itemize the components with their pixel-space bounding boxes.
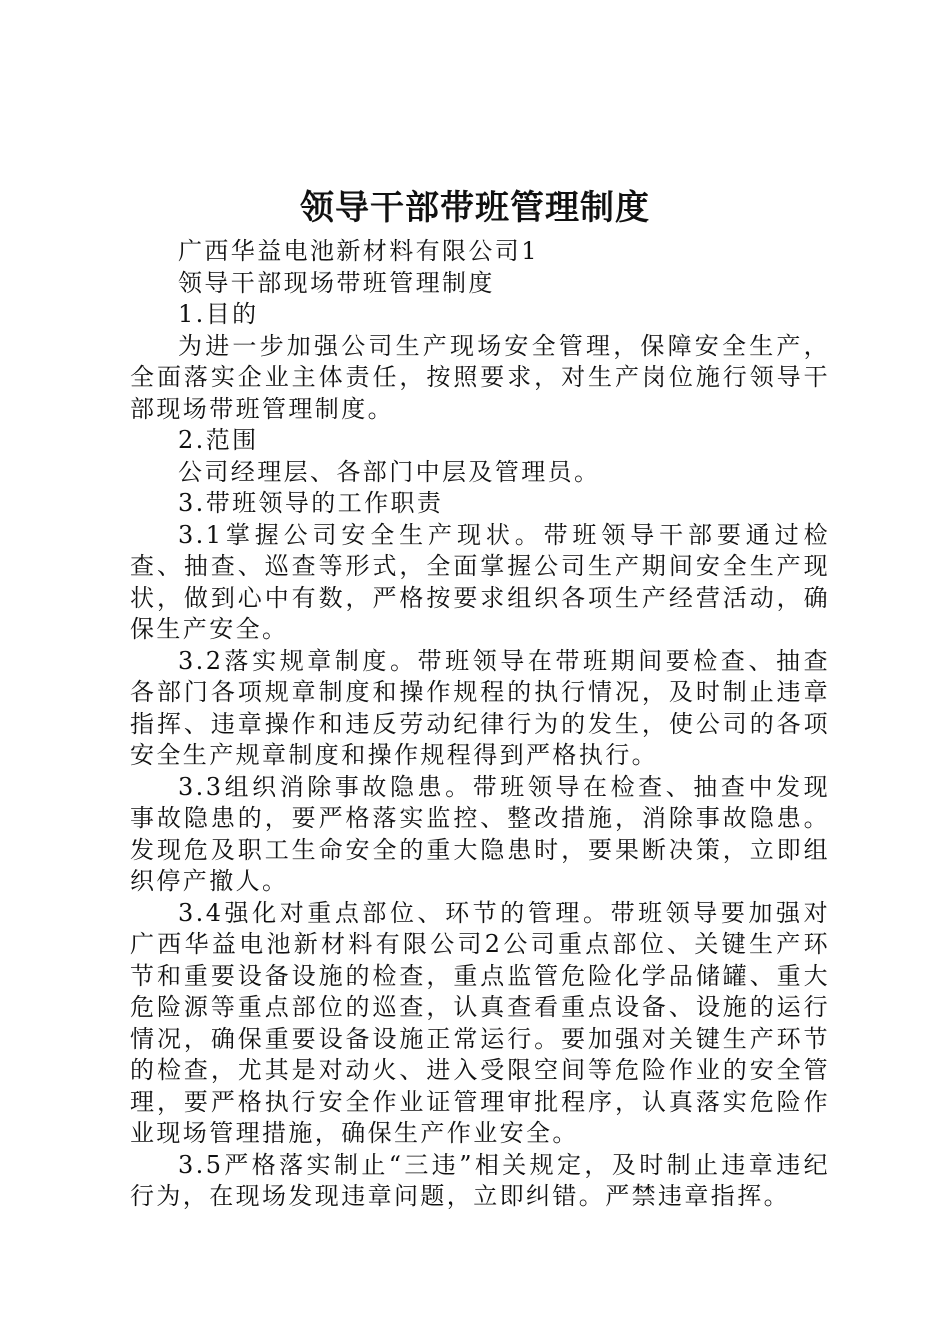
section-heading-scope: 2.范围 [178,426,259,454]
paragraph-purpose: 为进一步加强公司生产现场安全管理，保障安全生产，全面落实企业主体责任，按照要求，对生产岗位施行领导干部现场带班管理制度。 [130,331,830,423]
paragraph-duty-3-2: 3.2落实规章制度。带班领导在带班期间要检查、抽查各部门各项规章制度和操作规程的执行情况，及时制止违章指挥、违章操作和违反劳动纪律行为的发生，使公司的各项安全生产规章制度和操作规程得到严格执行。 [130,646,830,769]
section-heading-purpose: 1.目的 [178,300,259,328]
company-header-line: 广西华益电池新材料有限公司1 [178,237,539,265]
document-body [130,236,830,1213]
document-title: 领导干部带班管理制度 [300,188,650,228]
paragraph-duty-3-1: 3.1掌握公司安全生产现状。带班领导干部要通过检查、抽查、巡查等形式，全面掌握公司生产期间安全生产现状，做到心中有数，严格按要求组织各项生产经营活动，确保生产安全。 [130,520,830,643]
paragraph-scope: 公司经理层、各部门中层及管理员。 [178,457,601,486]
section-heading-duties: 3.带班领导的工作职责 [178,489,444,517]
paragraph-duty-3-5: 3.5严格落实制止“三违”相关规定，及时制止违章违纪行为，在现场发现违章问题，立即纠错。严禁违章指挥。 [130,1150,830,1210]
paragraph-duty-3-3: 3.3组织消除事故隐患。带班领导在检查、抽查中发现事故隐患的，要严格落实监控、整改措施，消除事故隐患。发现危及职工生命安全的重大隐患时，要果断决策，立即组织停产撤人。 [130,772,830,895]
subtitle-line: 领导干部现场带班管理制度 [178,268,495,297]
paragraph-duty-3-4: 3.4强化对重点部位、环节的管理。带班领导要加强对广西华益电池新材料有限公司2公司重点部位、关键生产环节和重要设备设施的检查，重点监管危险化学品储罐、重大危险源等重点部位的巡查，认真查看重点设备、设施的运行情况，确保重要设备设施正常运行。要加强对关键生产环节的检查，尤其是对动火、进入受限空间等危险作业的安全管理，要严格执行安全作业证管理审批程序，认真落实危险作业现场管理措施，确保生产作业安全。 [130,898,830,1147]
